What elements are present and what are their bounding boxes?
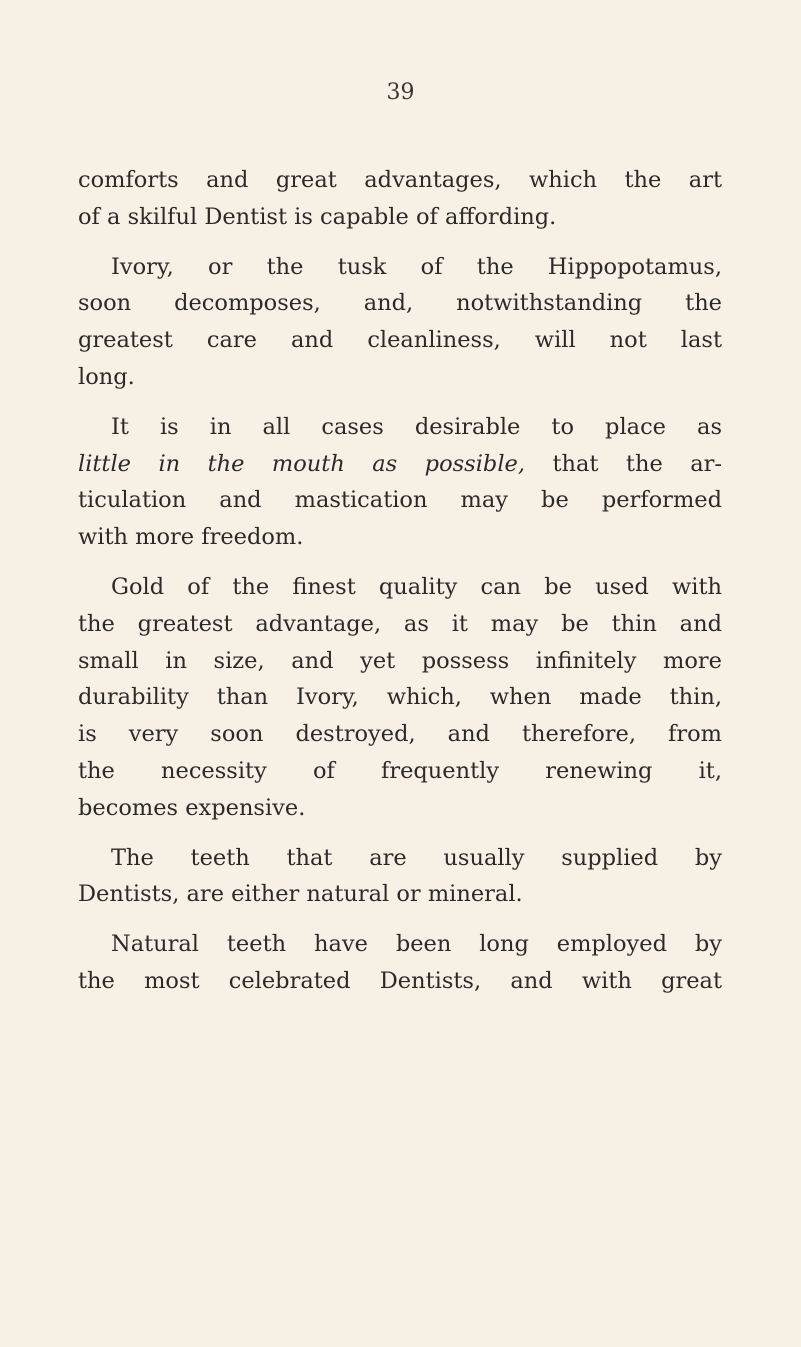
text-line: greatest care and cleanliness, will not last (78, 327, 722, 354)
text-line: ticulation and mastication may be performed (78, 487, 722, 514)
text-fragment: that the ar- (525, 450, 722, 477)
paragraph-3 (78, 409, 722, 556)
text-line: It is in all cases desirable to place as (111, 413, 722, 440)
paragraph-6 (78, 926, 722, 1000)
text-line: becomes expensive. (78, 794, 306, 821)
text-line: the necessity of frequently renewing it, (78, 757, 722, 784)
text-line: Natural teeth have been long employed by (111, 931, 722, 958)
text-line: Gold of the finest quality can be used with (111, 573, 722, 600)
paragraph-2 (78, 249, 722, 396)
paragraph-1 (78, 162, 722, 236)
text-line: long. (78, 363, 135, 390)
text-line: with more freedom. (78, 524, 304, 551)
text-line: small in size, and yet possess infinitely more (78, 647, 722, 674)
paragraph-5 (78, 840, 722, 914)
page-number: 39 (386, 80, 415, 105)
text-line: the greatest advantage, as it may be thin and (78, 610, 722, 637)
italic-phrase: little in the mouth as possible, (78, 450, 525, 477)
text-line-mixed (78, 446, 722, 483)
text-line: durability than Ivory, which, when made thin, (78, 684, 722, 711)
text-line: The teeth that are usually supplied by (111, 844, 722, 871)
text-line: soon decomposes, and, notwithstanding the (78, 290, 722, 317)
text-line: Ivory, or the tusk of the Hippopotamus, (111, 253, 722, 280)
text-line: of a skilful Dentist is capable of affording. (78, 203, 557, 230)
paragraph-4 (78, 569, 722, 827)
text-line: Dentists, are either natural or mineral. (78, 881, 523, 908)
text-line: is very soon destroyed, and therefore, from (78, 721, 722, 748)
text-line: the most celebrated Dentists, and with great (78, 967, 722, 994)
body-text (78, 162, 722, 1013)
text-line: comforts and great advantages, which the art (78, 167, 722, 193)
